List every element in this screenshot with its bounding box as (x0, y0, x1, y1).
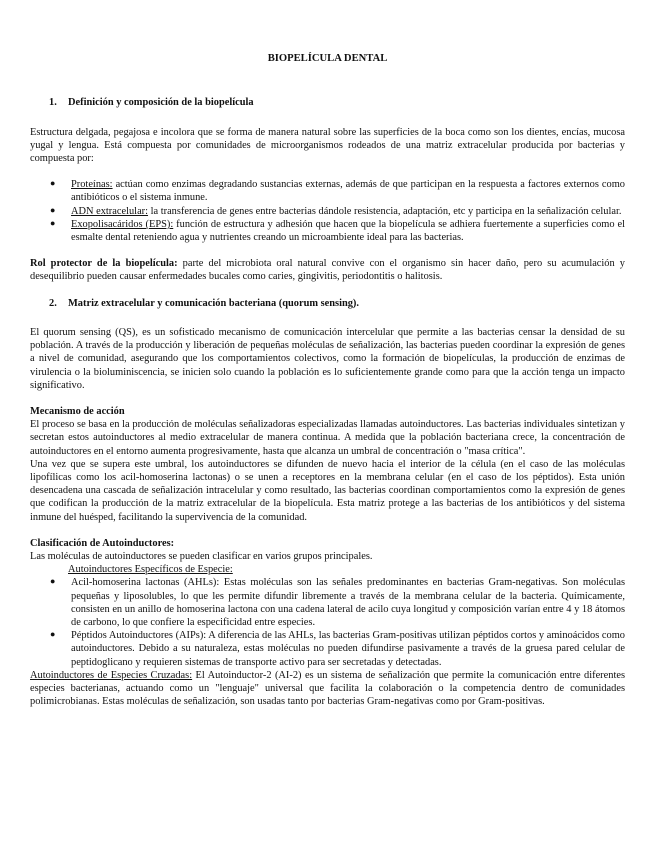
section-1-number: 1. (49, 97, 57, 109)
list-item-text: Acil-homoserina lactonas (AHLs): Estas moléculas son las señales predominantes en bacterias Gram-negativas. Son moléculas pequeñas y liposolubles, lo que les permite difundir libremente a través de la membrana celular de la bacteria. Químicamente, consisten en un anillo de homoserina lactona con una cadena lateral de acilo cuya longitud y composición varían entre 4 y 18 átomos de carbono, lo que confiere la especificidad entre especies. (71, 577, 625, 628)
mechanism-heading: Mecanismo de acción (30, 405, 125, 417)
species-specific-heading: Autoinductores Específicos de Especie: (68, 564, 233, 576)
list-item-term: Exopolisacáridos (EPS): (71, 218, 174, 230)
list-item (30, 576, 625, 629)
list-item (30, 629, 625, 669)
cross-species-label: Autoinductores de Especies Cruzadas: (30, 669, 193, 681)
mechanism-paragraph-2: Una vez que se supera este umbral, los autoinductores se difunden de nuevo hacia el interior de la célula (en el caso de las moléculas lipofílicas como los acil-homoserina lactonas) o se unen a receptores en la membrana celular (en el caso de los péptidos). Esta unión desencadena una cascada de señalización intracelular y como resultado, las bacterias coordinan comportamientos como la expresión de genes que codifican la producción de la matriz extracelular de la biopelícula. Esta matriz protege a las bacterias de los antibióticos y del sistema inmune del huésped, facilitando la supervivencia de la comunidad. (30, 458, 625, 523)
cross-species-text: El Autoinductor-2 (AI-2) es un sistema de señalización que permite la comunicación entre diferentes especies bacterianas, actuando como un "lenguaje" universal que facilita la colaboración o la competencia dentro de comunidades polimicrobianas. Estas moléculas de señalización, son usadas tanto por bacterias Gram-negativas como por Gram-positivas. (30, 669, 625, 708)
list-item (30, 218, 625, 244)
section-2-intro: El quorum sensing (QS), es un sofisticado mecanismo de comunicación intercelular que permite a las bacterias censar la densidad de su población. A través de la producción y liberación de pequeñas moléculas de señalización, las bacterias pueden coordinar la expresión de genes a nivel de comunidad, asegurando que los comportamientos colectivos, como la formación de biopelículas, la producción de enzimas de virulencia o la bioluminiscencia, se inicien solo cuando la población es lo suficientemente grande como para que la acción tenga un impacto significativo. (30, 326, 625, 391)
list-item (30, 178, 625, 204)
section-2-heading-text: Matriz extracelular y comunicación bacteriana (quorum sensing). (68, 297, 359, 309)
list-item-text: actúan como enzimas degradando sustancias externas, además de que participan en la respuesta a factores externos como antibióticos o el sistema inmune. (71, 179, 625, 204)
list-item-text: la transferencia de genes entre bacterias dándole resistencia, adaptación, etc y participa en la señalización celular. (148, 205, 622, 217)
bullet-icon: ● (50, 217, 56, 228)
protective-role-label: Rol protector de la biopelícula: (30, 258, 178, 270)
section-2-heading (49, 297, 625, 310)
cross-species-paragraph (30, 669, 625, 709)
section-1-heading-text: Definición y composición de la biopelícula (68, 97, 254, 109)
bullet-icon: ● (50, 178, 56, 189)
protective-role-text: parte del microbiota oral natural convive con el organismo sin hacer daño, pero su acumulación y desequilibrio pueden causar enfermedades bucales como caries, gingivitis, periodontitis o halitosis. (30, 258, 625, 283)
autoinducer-list (30, 576, 625, 668)
bullet-icon: ● (50, 204, 56, 215)
list-item-text: Péptidos Autoinductores (AIPs): A diferencia de las AHLs, las bacterias Gram-positivas utilizan péptidos cortos y aminoácidos como autoinductores. Debido a su naturaleza, estas moléculas no pueden difundirse pasivamente a través de la gruesa pared celular de peptidoglicano y requieren sistemas de transporte activo para ser secretadas y detectadas. (71, 630, 625, 668)
section-1-intro: Estructura delgada, pegajosa e incolora que se forma de manera natural sobre las superficies de la boca como son los dientes, encías, mucosa yugal y lengua. Está compuesta por comunidades de microorganismos rodeados de una matriz extracelular producida por bacterias y compuesta por: (30, 126, 625, 165)
section-1-heading (49, 96, 625, 109)
document-title: BIOPELÍCULA DENTAL (267, 53, 388, 64)
section-2-number: 2. (49, 297, 57, 309)
composition-list (30, 178, 625, 244)
list-item-text: función de estructura y adhesión que hacen que la biopelícula se adhiera fuertemente a superficies como el esmalte dental reteniendo agua y nutrientes creando un microambiente ideal para las bacterias. (71, 218, 625, 244)
classification-heading: Clasificación de Autoinductores: (30, 537, 175, 549)
classification-intro: Las moléculas de autoinductores se pueden clasificar en varios grupos principales. (30, 550, 373, 562)
list-item-term: Proteínas: (71, 179, 113, 191)
list-item (30, 205, 625, 218)
mechanism-paragraph-1: El proceso se basa en la producción de moléculas señalizadoras especializadas llamadas autoinductores. Las bacterias individuales sintetizan y secretan estos autoinductores al medio extracelular de manera continua. A medida que la población bacteriana crece, la concentración de autoinductores en el entorno aumenta progresivamente, hasta que alcanza un umbral de concentración o "masa crítica". (30, 419, 625, 457)
bullet-icon: ● (50, 629, 56, 640)
protective-role-paragraph (30, 257, 625, 283)
bullet-icon: ● (50, 576, 56, 587)
list-item-term: ADN extracelular: (71, 205, 149, 217)
